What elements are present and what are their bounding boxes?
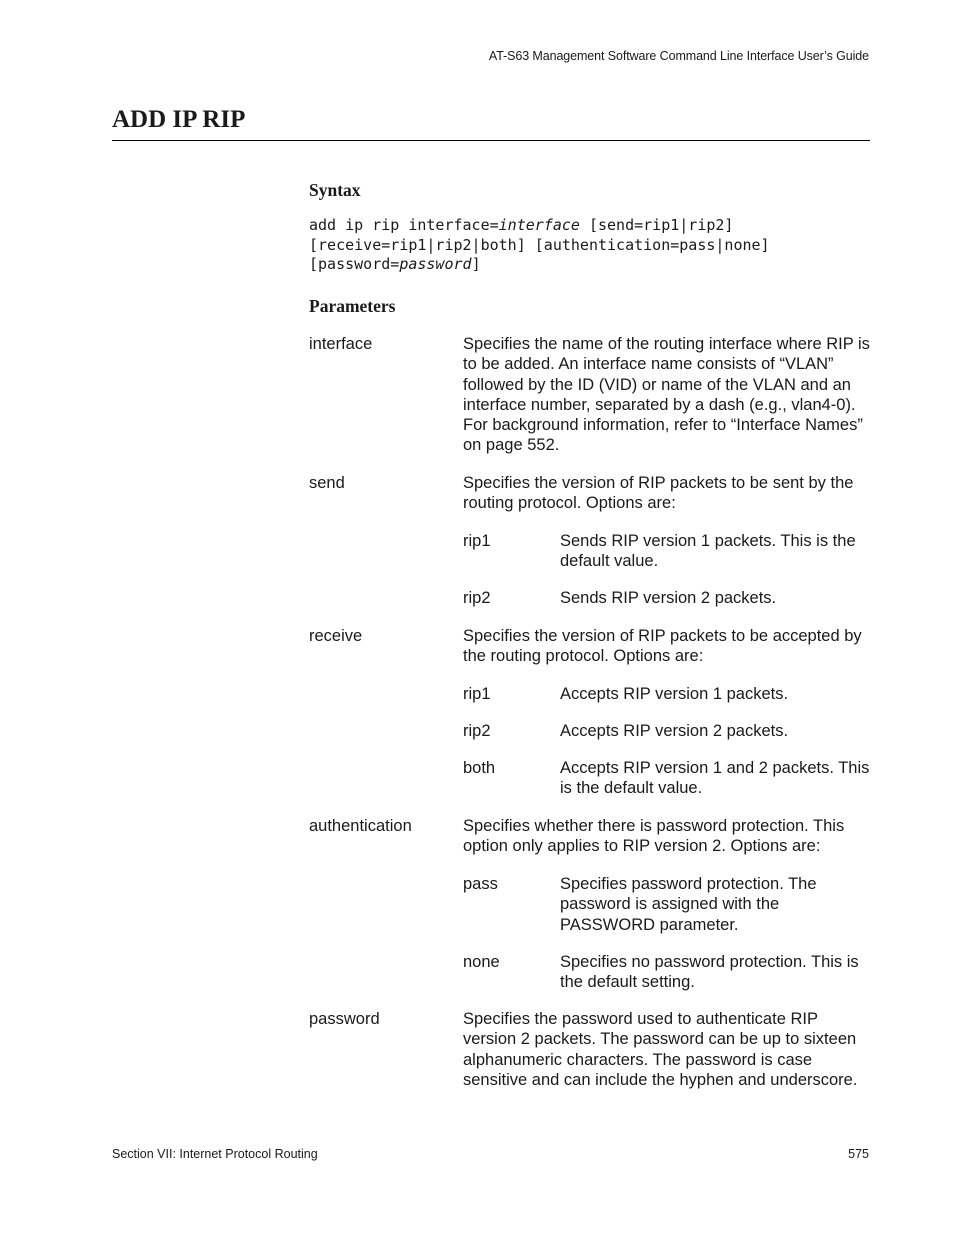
option-desc: Sends RIP version 1 packets. This is the default value. [560, 532, 856, 571]
option-desc: Specifies no password protection. This is the default setting. [560, 953, 859, 992]
option-desc: Specifies password protection. The password is assigned with the PASSWORD parameter. [560, 875, 817, 934]
param-desc-authentication: Specifies whether there is password protection. This option only applies to RIP version 2. Options are: [463, 817, 845, 856]
running-header: AT-S63 Management Software Command Line Interface User’s Guide [488, 49, 869, 63]
syntax-text: [send=rip1|rip2] [579, 216, 734, 234]
parameters-heading: Parameters [309, 296, 396, 316]
param-name-send: send [309, 474, 345, 492]
title-rule [112, 140, 870, 141]
param-desc-interface: Specifies the name of the routing interface where RIP is to be added. An interface name consists of “VLAN” followed by the ID (VID) or name of the VLAN and an interface number, separated by a dash (e.g., vlan4-0). For background information, refer to “Interface Names” on page 552. [463, 335, 870, 455]
option-name: rip2 [463, 589, 491, 607]
param-name-interface: interface [309, 335, 373, 353]
option-name: none [463, 953, 500, 971]
option-desc: Accepts RIP version 1 and 2 packets. This is the default value. [560, 759, 870, 798]
option-name: rip1 [463, 532, 491, 550]
syntax-variable: interface [498, 216, 580, 234]
param-name-password: password [309, 1010, 380, 1028]
syntax-text: [receive=rip1|rip2|both] [authentication=pass|none] [309, 235, 770, 254]
param-desc-password: Specifies the password used to authenticate RIP version 2 packets. The password can be up to sixteen alphanumeric characters. The password is case sensitive and can include the hyphen and underscore. [463, 1010, 858, 1089]
option-desc: Accepts RIP version 1 packets. [560, 685, 789, 703]
option-name: both [463, 759, 496, 777]
option-desc: Accepts RIP version 2 packets. [560, 722, 789, 740]
syntax-block [309, 216, 770, 275]
option-name: rip2 [463, 722, 491, 740]
syntax-variable: password [399, 255, 472, 273]
syntax-text: ] [471, 255, 481, 273]
syntax-heading: Syntax [309, 180, 361, 200]
syntax-text: [password= [309, 255, 400, 273]
param-name-authentication: authentication [309, 817, 412, 835]
param-name-receive: receive [309, 627, 363, 645]
option-name: rip1 [463, 685, 491, 703]
footer-section: Section VII: Internet Protocol Routing [112, 1147, 318, 1161]
syntax-text: add ip rip interface= [309, 216, 499, 234]
param-desc-send: Specifies the version of RIP packets to be sent by the routing protocol. Options are: [463, 474, 854, 513]
option-name: pass [463, 875, 498, 893]
page-number: 575 [848, 1147, 869, 1161]
page-title: ADD IP RIP [112, 106, 246, 133]
param-desc-receive: Specifies the version of RIP packets to be accepted by the routing protocol. Options are: [463, 627, 862, 666]
option-desc: Sends RIP version 2 packets. [560, 589, 777, 607]
